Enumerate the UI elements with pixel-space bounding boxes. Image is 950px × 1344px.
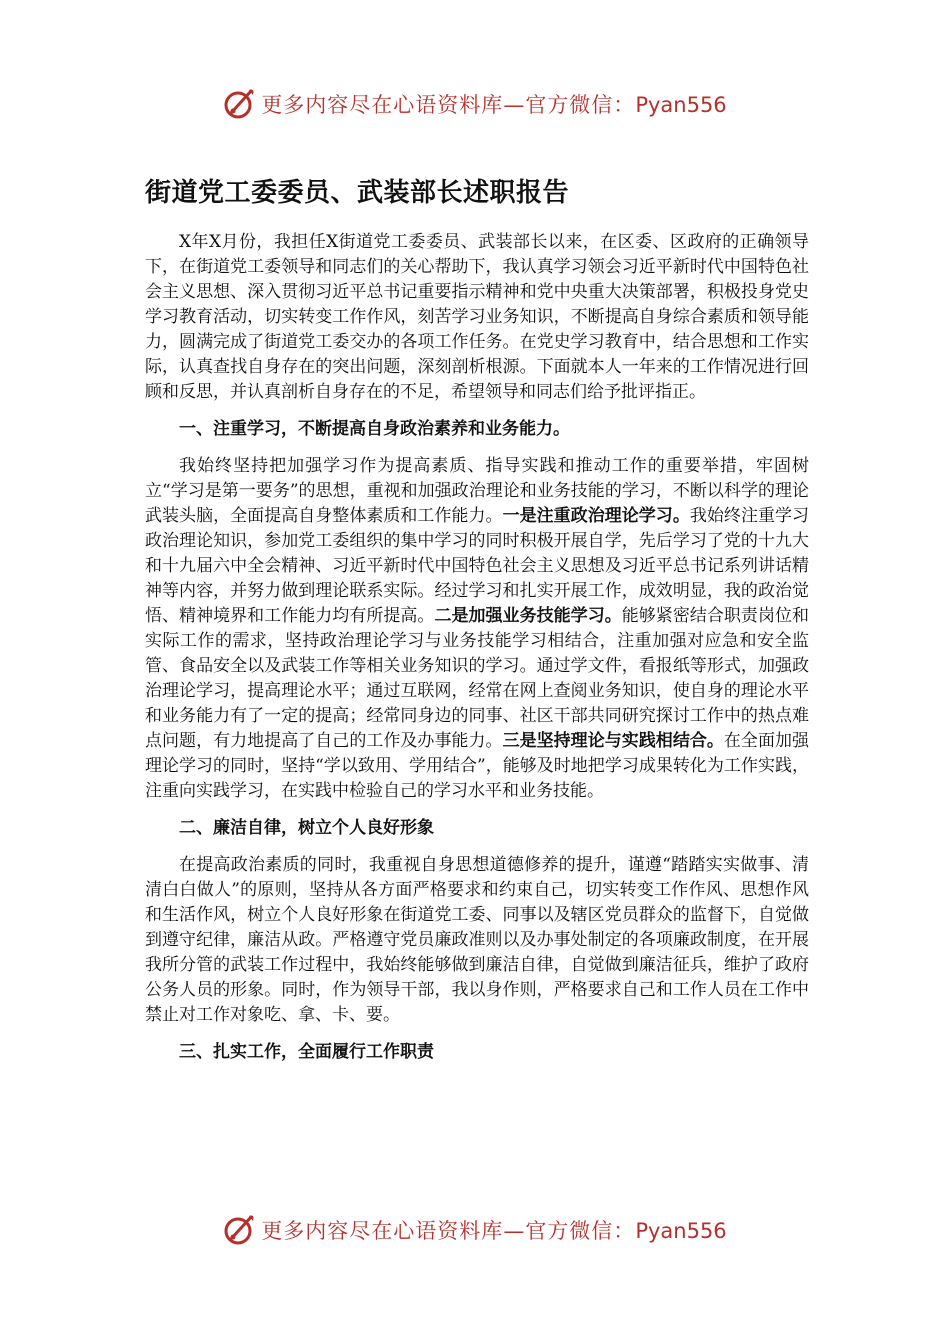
watermark-separator: — [503,1219,526,1243]
watermark-brand: 更多内容尽在心语资料库 [261,1219,504,1243]
header-watermark [0,82,950,126]
watermark-wechat-id: Pyan556 [635,93,727,117]
watermark-wechat-label: 官方微信： [525,93,636,117]
watermark-text [261,1215,726,1245]
section-3-heading: 三、扎实工作，全面履行工作职责 [179,1042,434,1062]
brush-logo-icon [223,87,257,121]
watermark-wechat-label: 官方微信： [525,1219,636,1243]
intro-paragraph: X年X月份，我担任X街道党工委委员、武装部长以来，在区委、区政府的正确领导下，在街道党工委领导和同志们的关心帮助下，我认真学习领会习近平新时代中国特色社会主义思想、深入贯彻习近平总书记重要指示精神和党中央重大决策部署，积极投身党史学习教育活动，切实转变工作作风，刻苦学习业务知识，不断提高自身综合素质和领导能力，圆满完成了街道党工委交办的各项工作任务。在党史学习教育中，结合思想和工作实际，认真查找自身存在的突出问题，深刻剖析根源。下面就本人一年来的工作情况进行回顾和反思，并认真剖析自身存在的不足，希望领导和同志们给予批评指正。 [145,232,809,402]
section-2-heading: 二、廉洁自律，树立个人良好形象 [179,818,434,838]
footer-watermark [0,1208,950,1252]
highlight-point-3: 三是坚持理论与实践相结合。 [502,731,724,751]
watermark-brand: 更多内容尽在心语资料库 [261,93,504,117]
section-1-paragraph: 我始终坚持把加强学习作为提高素质、指导实践和推动工作的重要举措，牢固树立“学习是第一要务”的思想，重视和加强政治理论和业务技能的学习，不断以科学的理论武装头脑，全面提高自身整体素质和工作能力。一是注重政治理论学习。我始终注重学习政治理论知识，参加党工委组织的集中学习的同时积极开展自学，先后学习了党的十九大和十九届六中全会精神、习近平新时代中国特色社会主义思想及习近平总书记系列讲话精神等内容，并努力做到理论联系实际。经过学习和扎实开展工作，成效明显，我的政治觉悟、精神境界和工作能力均有所提高。二是加强业务技能学习。能够紧密结合职责岗位和实际工作的需求，坚持政治理论学习与业务技能学习相结合，注重加强对应急和安全监管、食品安全以及武装工作等相关业务知识的学习。通过学文件，看报纸等形式，加强政治理论学习，提高理论水平；通过互联网，经常在网上查阅业务知识，使自身的理论水平和业务能力有了一定的提高；经常同身边的同事、社区干部共同研究探讨工作中的热点难点问题，有力地提高了自己的工作及办事能力。三是坚持理论与实践相结合。在全面加强理论学习的同时，坚持“学以致用、学用结合”，能够及时地把学习成果转化为工作实践，注重向实践学习，在实践中检验自己的学习水平和业务技能。 [145,456,810,801]
watermark-wechat-id: Pyan556 [635,1219,727,1243]
section-1-heading: 一、注重学习，不断提高自身政治素养和业务能力。 [179,419,570,439]
document-body [145,230,809,1077]
watermark-text [261,89,726,119]
brush-logo-icon [223,1213,257,1247]
document-title: 街道党工委委员、武装部长述职报告 [145,178,570,208]
watermark-separator: — [503,93,526,117]
section-2-paragraph: 在提高政治素质的同时，我重视自身思想道德修养的提升，谨遵“踏踏实实做事、清清白白做人”的原则，坚持从各方面严格要求和约束自己，切实转变工作作风、思想作风和生活作风，树立个人良好形象在街道党工委、同事以及辖区党员群众的监督下，自觉做到遵守纪律，廉洁从政。严格遵守党员廉政准则以及办事处制定的各项廉政制度，在开展我所分管的武装工作过程中，我始终能够做到廉洁自律，自觉做到廉洁征兵，维护了政府公务人员的形象。同时，作为领导干部，我以身作则，严格要求自己和工作人员在工作中禁止对工作对象吃、拿、卡、要。 [145,855,809,1025]
highlight-point-2: 二是加强业务技能学习。 [434,606,622,626]
highlight-point-1: 一是注重政治理论学习。 [502,506,690,526]
